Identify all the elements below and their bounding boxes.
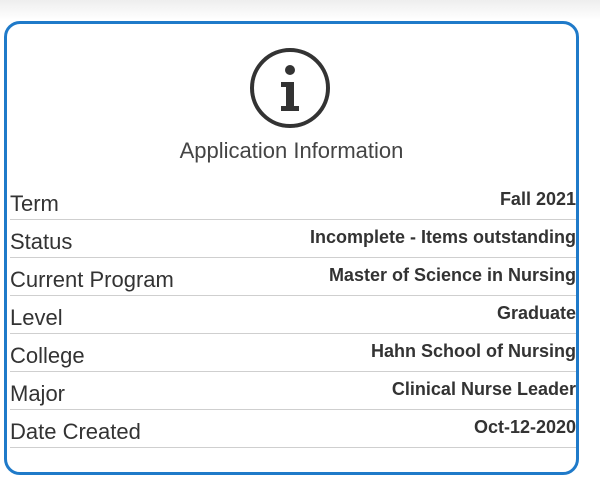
row-label: Current Program — [10, 267, 174, 292]
row-value: Clinical Nurse Leader — [391, 379, 576, 399]
info-row-current-program — [10, 258, 576, 296]
row-value: Graduate — [496, 303, 576, 323]
info-table — [10, 182, 576, 448]
row-value: Oct-12-2020 — [473, 417, 576, 437]
row-value: Incomplete - Items outstanding — [309, 227, 576, 247]
card-title: Application Information — [179, 138, 404, 163]
info-row-term — [10, 182, 576, 220]
row-label: College — [10, 343, 85, 368]
info-row-status — [10, 220, 576, 258]
row-label: Level — [10, 305, 63, 330]
info-icon — [248, 46, 332, 130]
row-label: Date Created — [10, 419, 141, 444]
info-row-date-created — [10, 410, 576, 448]
info-row-level — [10, 296, 576, 334]
page-top-shadow — [0, 0, 600, 20]
info-row-major — [10, 372, 576, 410]
info-row-college — [10, 334, 576, 372]
row-value: Hahn School of Nursing — [371, 341, 576, 361]
row-value: Fall 2021 — [499, 189, 576, 209]
row-label: Status — [10, 229, 73, 254]
row-label: Term — [10, 191, 59, 216]
row-label: Major — [10, 381, 66, 406]
application-info-card — [4, 21, 579, 475]
row-value: Master of Science in Nursing — [328, 265, 576, 285]
